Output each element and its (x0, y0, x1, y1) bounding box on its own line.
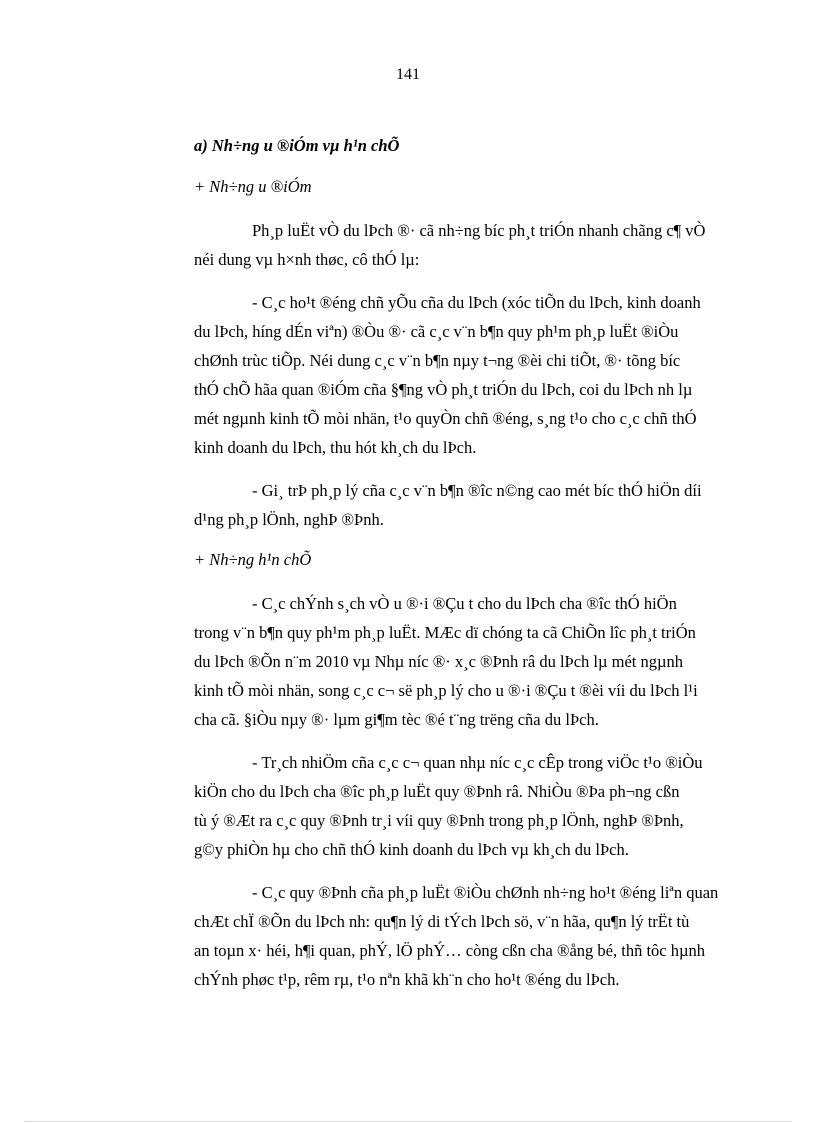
text-line: mét ngµnh kinh tÕ mòi nhän, t¹o quyÒn chñ ®éng, s¸ng t¹o cho c¸c chñ thÓ (194, 409, 697, 428)
advantages-subheading: + Nh÷ng u ®iÓm (194, 177, 312, 196)
text-line: kinh doanh du lÞch, thu hót kh¸ch du lÞch. (194, 438, 477, 457)
text-line: tù ý ®Æt ra c¸c quy ®Þnh tr¸i víi quy ®Þnh trong ph¸p lÖnh, nghÞ ®Þnh, (194, 811, 684, 830)
text-line: Ph¸p luËt vÒ du lÞch ®· cã nh÷ng bíc ph¸t triÓn nhanh chãng c¶ vÒ (252, 221, 706, 240)
text-line: kiÖn cho du lÞch cha ®îc ph¸p luËt quy ®Þnh râ. NhiÒu ®Þa ph¬ng cßn (194, 782, 680, 801)
page-number: 141 (396, 66, 420, 83)
text-line: g©y phiÒn hµ cho chñ thÓ kinh doanh du lÞch vµ kh¸ch du lÞch. (194, 840, 629, 859)
paragraph (136, 216, 740, 274)
text-line: d¹ng ph¸p lÖnh, nghÞ ®Þnh. (194, 510, 384, 529)
text-line: chÆt chÏ ®Õn du lÞch nh: qu¶n lý di tÝch lÞch sö, v¨n hãa, qu¶n lý trËt tù (194, 912, 690, 931)
text-line: - C¸c quy ®Þnh cña ph¸p luËt ®iÒu chØnh nh÷ng ho¹t ®éng liªn quan (252, 883, 719, 902)
text-line: cha cã. §iÒu nµy ®· lµm gi¶m tèc ®é t¨ng trëng cña du lÞch. (194, 710, 599, 729)
text-line: du lÞch ®Õn n¨m 2010 vµ Nhµ níc ®· x¸c ®Þnh râ du lÞch lµ mét ngµnh (194, 652, 684, 671)
text-line: thÓ chÕ hãa quan ®iÓm cña §¶ng vÒ ph¸t triÓn du lÞch, coi du lÞch nh lµ (194, 380, 693, 399)
paragraph (136, 589, 740, 734)
text-line: kinh tÕ mòi nhän, song c¸c c¬ së ph¸p lý cho u ®·i ®Çu t ®èi víi du lÞch l¹i (194, 681, 698, 700)
text-line: néi dung vµ h×nh thøc, cô thÓ lµ: (194, 250, 420, 269)
text-line: - Gi¸ trÞ ph¸p lý cña c¸c v¨n b¶n ®îc n©ng cao mét bíc thÓ hiÖn díi (252, 481, 702, 500)
paragraph (136, 288, 740, 462)
text-line: - Tr¸ch nhiÖm cña c¸c c¬ quan nhµ níc c¸c cÊp trong viÖc t¹o ®iÒu (252, 753, 703, 772)
text-line: an toµn x· héi, h¶i quan, phÝ, lÖ phÝ… còng cßn cha ®ång bé, thñ tôc hµnh (194, 941, 706, 960)
document-body (136, 134, 740, 1008)
text-line: - C¸c chÝnh s¸ch vÒ u ®·i ®Çu t cho du lÞch cha ®îc thÓ hiÖn (252, 594, 677, 613)
text-line: chØnh trùc tiÕp. Néi dung c¸c v¨n b¶n nµy t¬ng ®èi chi tiÕt, ®· tõng bíc (194, 351, 681, 370)
text-line: - C¸c ho¹t ®éng chñ yÕu cña du lÞch (xóc tiÕn du lÞch, kinh doanh (252, 293, 701, 312)
text-line: chÝnh phøc t¹p, rêm rµ, t¹o nªn khã kh¨n cho ho¹t ®éng du lÞch. (194, 970, 620, 989)
section-heading: a) Nh÷ng u ®iÓm vµ h¹n chÕ (194, 136, 400, 155)
page-bottom-divider (24, 1121, 792, 1122)
paragraph (136, 878, 740, 994)
text-line: trong v¨n b¶n quy ph¹m ph¸p luËt. MÆc dï chóng ta cã ChiÕn lîc ph¸t triÓn (194, 623, 696, 642)
paragraph (136, 476, 740, 534)
limitations-subheading: + Nh÷ng h¹n chÕ (194, 550, 312, 569)
paragraph (136, 748, 740, 864)
text-line: du lÞch, híng dÉn viªn) ®Òu ®· cã c¸c v¨n b¶n quy ph¹m ph¸p luËt ®iÒu (194, 322, 679, 341)
